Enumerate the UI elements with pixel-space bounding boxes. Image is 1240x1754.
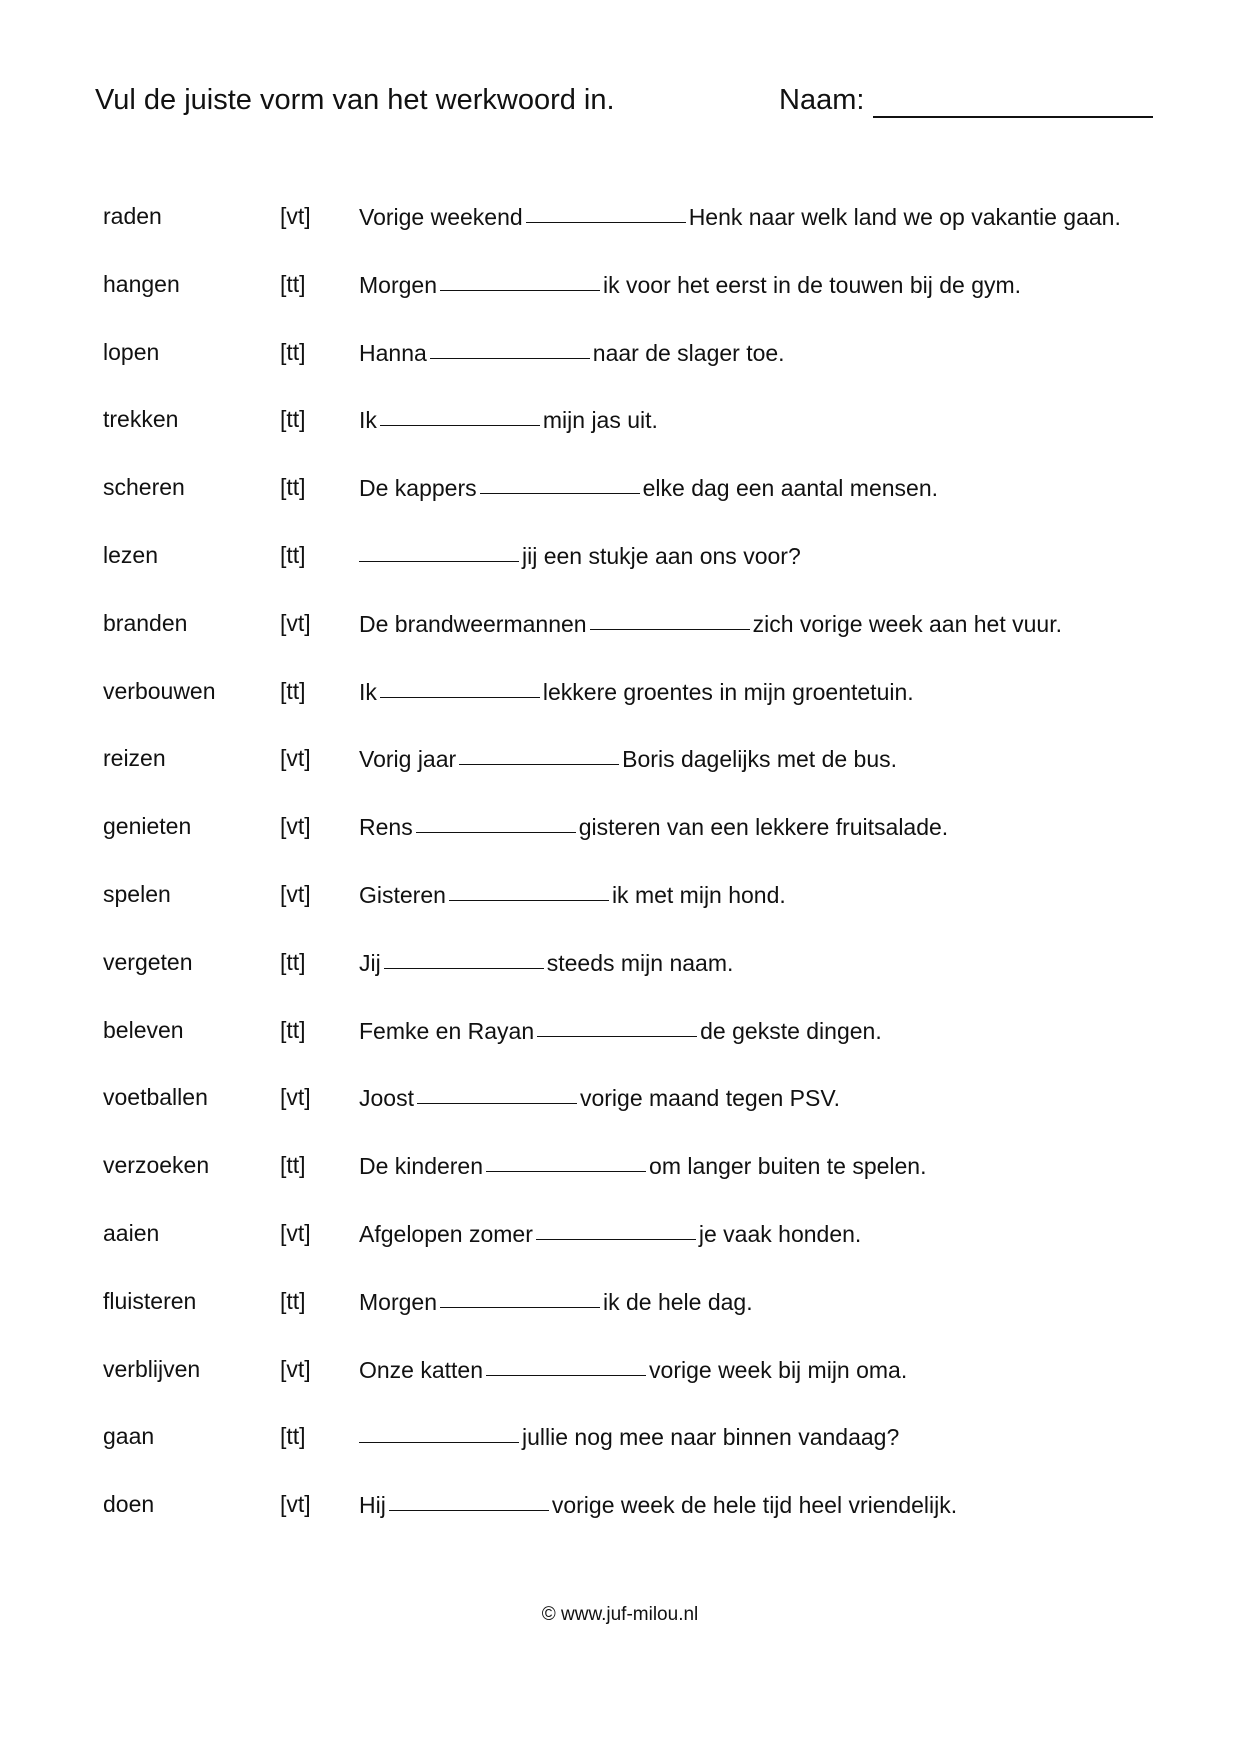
verb-infinitive: verzoeken (103, 1152, 210, 1179)
sentence-end: om langer buiten te spelen. (649, 1153, 927, 1180)
tense-marker: [tt] (280, 1423, 306, 1450)
exercise-row (103, 1219, 1163, 1287)
verb-infinitive: beleven (103, 1016, 184, 1043)
sentence-start: Joost (359, 1085, 414, 1112)
answer-blank[interactable] (536, 1217, 696, 1240)
exercise-sentence (359, 338, 785, 367)
tense-marker: [vt] (280, 880, 311, 907)
verb-infinitive: gaan (103, 1423, 155, 1450)
tense-marker: [vt] (280, 1491, 311, 1518)
verb-infinitive: lopen (103, 338, 160, 365)
answer-blank[interactable] (417, 1081, 577, 1104)
exercise-row (103, 473, 1163, 541)
exercise-sentence (359, 1287, 753, 1316)
answer-blank[interactable] (590, 607, 750, 630)
sentence-end: ik de hele dag. (602, 1288, 753, 1315)
sentence-end: je vaak honden. (698, 1220, 862, 1247)
exercise-row (103, 405, 1163, 473)
tense-marker: [tt] (280, 1287, 306, 1314)
exercise-row (103, 1287, 1163, 1355)
exercise-row (103, 541, 1163, 609)
exercise-sentence (359, 948, 733, 977)
verb-infinitive: aaien (103, 1219, 160, 1246)
exercise-sentence (359, 609, 1062, 638)
worksheet-title: Vul de juiste vorm van het werkwoord in. (95, 84, 615, 116)
exercise-sentence (359, 677, 914, 706)
tense-marker: [tt] (280, 338, 306, 365)
verb-infinitive: spelen (103, 880, 171, 907)
sentence-end: naar de slager toe. (592, 339, 785, 366)
answer-blank[interactable] (449, 878, 609, 901)
exercise-sentence (359, 1016, 882, 1045)
exercise-row (103, 1355, 1163, 1423)
exercise-row (103, 1422, 1163, 1490)
sentence-start: Femke en Rayan (359, 1017, 535, 1044)
verb-infinitive: trekken (103, 406, 179, 433)
tense-marker: [vt] (280, 1355, 311, 1382)
tense-marker: [vt] (280, 745, 311, 772)
tense-marker: [tt] (280, 1152, 306, 1179)
verb-infinitive: voetballen (103, 1084, 208, 1111)
exercise-row (103, 812, 1163, 880)
sentence-start: De kinderen (359, 1153, 484, 1180)
sentence-start: Hij (359, 1492, 386, 1519)
exercise-sentence (359, 812, 948, 841)
sentence-end: elke dag een aantal mensen. (642, 475, 939, 502)
exercise-row (103, 1083, 1163, 1151)
answer-blank[interactable] (359, 539, 519, 562)
answer-blank[interactable] (384, 946, 544, 969)
tense-marker: [tt] (280, 541, 306, 568)
sentence-end: zich vorige week aan het vuur. (752, 610, 1062, 637)
sentence-start: Morgen (359, 271, 437, 298)
tense-marker: [tt] (280, 948, 306, 975)
answer-blank[interactable] (440, 268, 600, 291)
verb-infinitive: doen (103, 1491, 155, 1518)
answer-blank[interactable] (380, 403, 540, 426)
verb-infinitive: verblijven (103, 1355, 201, 1382)
tense-marker: [tt] (280, 474, 306, 501)
sentence-start: Gisteren (359, 881, 446, 908)
tense-marker: [vt] (280, 609, 311, 636)
verb-infinitive: reizen (103, 745, 166, 772)
sentence-end: jullie nog mee naar binnen vandaag? (522, 1424, 900, 1451)
answer-blank[interactable] (430, 336, 590, 359)
sentence-start: Rens (359, 814, 413, 841)
exercise-list (103, 202, 1163, 1558)
exercise-row (103, 1490, 1163, 1558)
sentence-start: De brandweermannen (359, 610, 587, 637)
sentence-end: ik voor het eerst in de touwen bij de gym. (602, 271, 1022, 298)
copyright-footer: © www.juf-milou.nl (541, 1604, 699, 1625)
sentence-start: Onze katten (359, 1356, 484, 1383)
answer-blank[interactable] (389, 1488, 549, 1511)
sentence-start: Jij (359, 949, 381, 976)
sentence-end: vorige week de hele tijd heel vriendelijk. (551, 1492, 958, 1519)
exercise-sentence (359, 473, 938, 502)
sentence-end: steeds mijn naam. (546, 949, 734, 976)
exercise-sentence (359, 880, 786, 909)
verb-infinitive: fluisteren (103, 1287, 197, 1314)
answer-blank[interactable] (416, 810, 576, 833)
verb-infinitive: raden (103, 203, 162, 229)
exercise-sentence (359, 1219, 861, 1248)
exercise-sentence (359, 270, 1021, 299)
exercise-row (103, 609, 1163, 677)
tense-marker: [tt] (280, 270, 306, 297)
sentence-start: Vorige weekend (359, 204, 523, 230)
exercise-sentence (359, 744, 897, 773)
exercise-row (103, 948, 1163, 1016)
verb-infinitive: genieten (103, 813, 192, 840)
tense-marker: [vt] (280, 813, 311, 840)
sentence-end: Henk naar welk land we op vakantie gaan. (688, 204, 1121, 230)
exercise-row (103, 338, 1163, 406)
answer-blank[interactable] (526, 200, 686, 223)
name-field[interactable] (873, 116, 1153, 118)
sentence-start: Morgen (359, 1288, 437, 1315)
tense-marker: [tt] (280, 677, 306, 704)
sentence-start: Hanna (359, 339, 427, 366)
verb-infinitive: verbouwen (103, 677, 216, 704)
answer-blank[interactable] (486, 1149, 646, 1172)
verb-infinitive: scheren (103, 474, 185, 501)
sentence-end: lekkere groentes in mijn groentetuin. (542, 678, 914, 705)
verb-infinitive: hangen (103, 270, 180, 297)
answer-blank[interactable] (486, 1353, 646, 1376)
exercise-sentence (359, 1490, 957, 1519)
verb-infinitive: lezen (103, 541, 158, 568)
sentence-start: Vorig jaar (359, 746, 457, 773)
sentence-end: ik met mijn hond. (611, 881, 786, 908)
exercise-sentence (359, 541, 801, 570)
exercise-row (103, 1151, 1163, 1219)
exercise-row (103, 202, 1163, 270)
sentence-end: gisteren van een lekkere fruitsalade. (578, 814, 949, 841)
verb-infinitive: vergeten (103, 948, 193, 975)
exercise-sentence (359, 202, 1121, 231)
sentence-end: Boris dagelijks met de bus. (622, 746, 898, 773)
answer-blank[interactable] (537, 1014, 697, 1037)
worksheet-header (95, 84, 1155, 124)
exercise-row (103, 1016, 1163, 1084)
sentence-end: vorige maand tegen PSV. (579, 1085, 840, 1112)
tense-marker: [vt] (280, 1219, 311, 1246)
sentence-end: mijn jas uit. (542, 407, 658, 434)
answer-blank[interactable] (440, 1285, 600, 1308)
exercise-row (103, 677, 1163, 745)
tense-marker: [vt] (280, 1084, 311, 1111)
answer-blank[interactable] (359, 1420, 519, 1443)
sentence-start: De kappers (359, 475, 477, 502)
tense-marker: [tt] (280, 1016, 306, 1043)
verb-infinitive: branden (103, 609, 188, 636)
exercise-row (103, 744, 1163, 812)
sentence-start: Ik (359, 678, 377, 705)
sentence-start: Ik (359, 407, 377, 434)
sentence-end: vorige week bij mijn oma. (649, 1356, 908, 1383)
exercise-sentence (359, 1083, 840, 1112)
tense-marker: [tt] (280, 406, 306, 433)
exercise-row (103, 880, 1163, 948)
answer-blank[interactable] (459, 742, 619, 765)
answer-blank[interactable] (380, 675, 540, 698)
tense-marker: [vt] (280, 203, 311, 229)
exercise-sentence (359, 1422, 899, 1451)
sentence-end: de gekste dingen. (700, 1017, 882, 1044)
exercise-sentence (359, 1151, 927, 1180)
answer-blank[interactable] (480, 471, 640, 494)
exercise-sentence (359, 1355, 907, 1384)
sentence-end: jij een stukje aan ons voor? (522, 542, 801, 569)
sentence-start: Afgelopen zomer (359, 1220, 533, 1247)
name-label: Naam: (779, 84, 865, 116)
exercise-sentence (359, 405, 658, 434)
exercise-row (103, 270, 1163, 338)
